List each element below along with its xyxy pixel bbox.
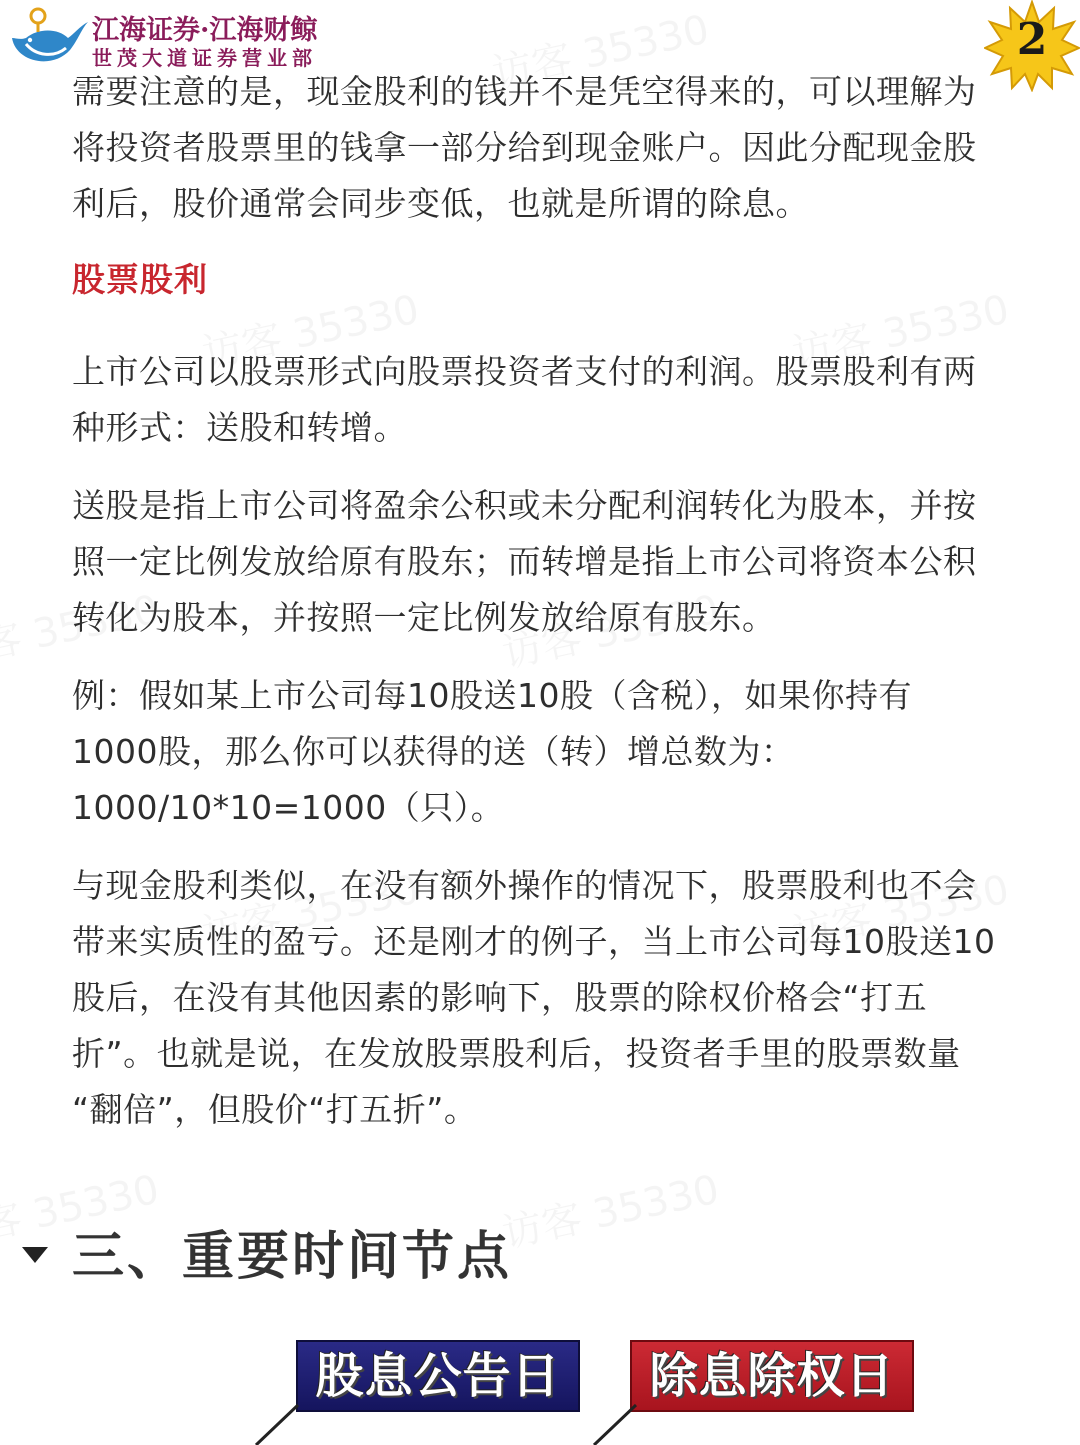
ex-dividend-date-label: 除息除权日 <box>630 1340 914 1412</box>
text-line: 带来实质性的盈亏。还是刚才的例子，当上市公司每10股送10 <box>72 922 996 961</box>
paragraph-compare <box>72 858 1012 1138</box>
text-line: 与现金股利类似，在没有额外操作的情况下，股票股利也不会 <box>72 866 977 905</box>
connector-line <box>250 1405 310 1445</box>
brand-title: 江海证券·江海财鲸 <box>92 15 318 46</box>
text-line: “翻倍”，但股价“打五折”。 <box>72 1090 478 1129</box>
text-line: 种形式：送股和转增。 <box>72 408 407 447</box>
paragraph-definition <box>72 344 1012 456</box>
text-line: 需要注意的是，现金股利的钱并不是凭空得来的，可以理解为 <box>72 72 977 111</box>
watermark <box>496 1158 723 1259</box>
text-line: 送股是指上市公司将盈余公积或未分配利润转化为股本，并按 <box>72 486 977 525</box>
paragraph-intro <box>72 64 1012 232</box>
text-line: 1000股，那么你可以获得的送（转）增总数为： <box>72 732 795 771</box>
text-line: 利后，股价通常会同步变低，也就是所谓的除息。 <box>72 184 809 223</box>
brand-subtitle: 世茂大道证券营业部 <box>92 46 317 70</box>
text-line: 例：假如某上市公司每10股送10股（含税），如果你持有 <box>72 676 912 715</box>
brand-header <box>8 4 348 70</box>
text-line: 照一定比例发放给原有股东；而转增是指上市公司将资本公积 <box>72 542 977 581</box>
caret-down-icon[interactable] <box>22 1247 48 1263</box>
section-title: 三、重要时间节点 <box>72 1226 513 1287</box>
page-number: 2 <box>1016 14 1048 65</box>
paragraph-example <box>72 668 1012 836</box>
text-line: 转化为股本，并按照一定比例发放给原有股东。 <box>72 598 776 637</box>
text-line: 股后，在没有其他因素的影响下，股票的除权价格会“打五 <box>72 978 928 1017</box>
text-line: 上市公司以股票形式向股票投资者支付的利润。股票股利有两 <box>72 352 977 391</box>
text-line: 将投资者股票里的钱拿一部分给到现金账户。因此分配现金股 <box>72 128 977 167</box>
subheading-stock-dividend: 股票股利 <box>72 260 208 299</box>
text-line: 1000/10*10=1000（只）。 <box>72 788 505 827</box>
text-line: 折”。也就是说，在发放股票股利后，投资者手里的股票数量 <box>72 1034 961 1073</box>
whale-logo-icon <box>8 4 90 70</box>
connector-line <box>588 1405 648 1445</box>
announcement-date-label: 股息公告日 <box>296 1340 580 1412</box>
section-heading-timeline[interactable] <box>22 1216 512 1286</box>
paragraph-types <box>72 478 1012 646</box>
